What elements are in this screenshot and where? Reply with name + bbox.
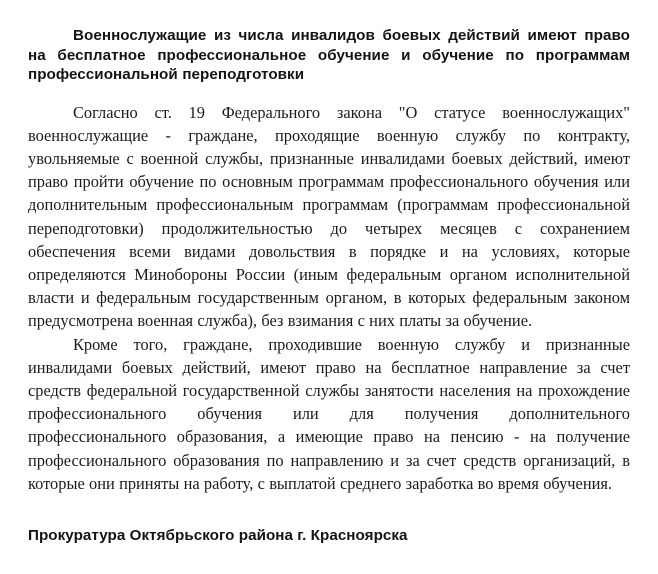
document-heading: Военнослужащие из числа инвалидов боевых действий имеют право на бесплатное профессиональное обучение и обучение по программам профессиональной переподготовки bbox=[28, 27, 630, 83]
document-signature: Прокуратура Октябрьского района г. Красноярска bbox=[28, 526, 408, 544]
document-paragraph-1: Согласно ст. 19 Федерального закона "О статусе военнослужащих" военнослужащие - граждане, проходящие военную службу по контракту, увольняемые с военной службы, признанные инвалидами боевых действий, имеют право пройти обучение по основным программам профессионального обучения или дополнительным профессиональным программам (программам профессиональной переподготовки) продолжительностью до четырех месяцев с сохранением обеспечения всеми видами довольствия в порядке и на условиях, которые определяются Минобороны России (иным федеральным органом исполнительной власти и федеральным государственным органом, в которых федеральным законом предусмотрена военная служба), без взимания с них платы за обучение. bbox=[28, 102, 630, 331]
document-paragraph-2: Кроме того, граждане, проходившие военную службу и признанные инвалидами боевых действий, имеют право на бесплатное направление за счет средств федеральной государственной службы занятости населения на прохождение профессионального обучения или для получения дополнительного профессионального образования, а имеющие право на пенсию - на получение профессионального образования по направлению и за счет средств организаций, в которые они приняты на работу, с выплатой среднего заработка во время обучения. bbox=[28, 334, 630, 493]
